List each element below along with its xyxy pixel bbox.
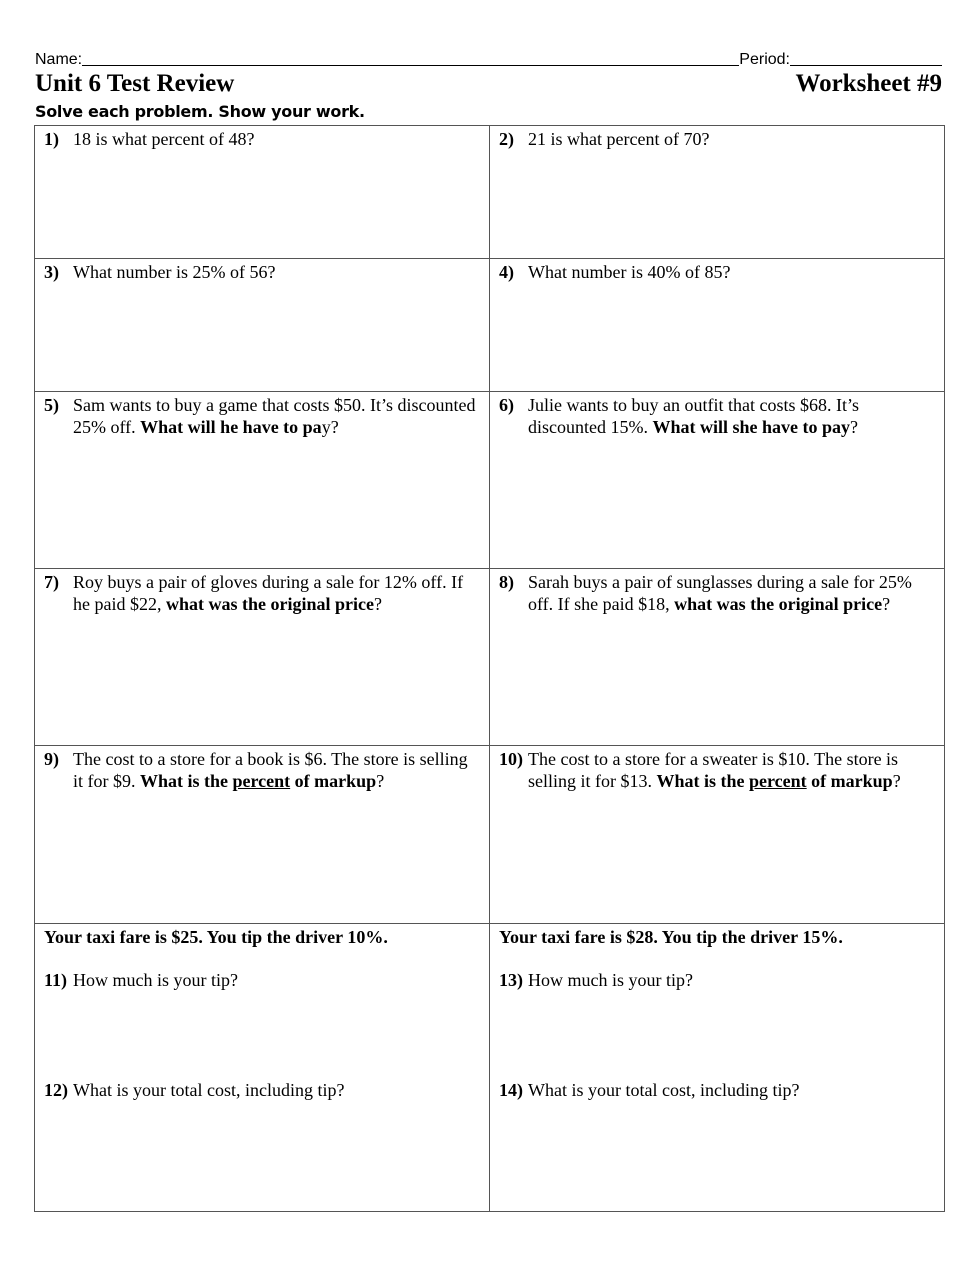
problem-question-underline: percent <box>749 771 807 791</box>
worksheet-number: Worksheet #9 <box>795 70 942 97</box>
taxi-intro: Your taxi fare is $28. You tip the driver 15%. <box>499 927 843 947</box>
problem-number: 13) <box>499 970 523 990</box>
problem-text: Roy buys a pair of gloves during a sale for 12% off. If he paid $22, <box>73 572 464 614</box>
problem-cell-9[interactable] <box>35 746 490 924</box>
period-label: Period: <box>739 51 790 68</box>
problem-cell-7[interactable] <box>35 569 490 746</box>
problem-number: 14) <box>499 1080 523 1100</box>
problem-question: What will he have to pa <box>140 417 322 437</box>
problem-text: What number is 25% of 56? <box>73 262 276 282</box>
problem-text: 18 is what percent of 48? <box>73 129 255 149</box>
taxi-question-14 <box>499 1079 934 1101</box>
problem-number: 12) <box>44 1080 68 1100</box>
problem-text: What number is 40% of 85? <box>528 262 731 282</box>
problem-text: Julie wants to buy an outfit that costs $68. It’s discounted 15%. <box>528 395 859 437</box>
problem-tail: y? <box>321 417 339 437</box>
problem-tail: ? <box>882 594 891 614</box>
problem-number: 1) <box>44 129 59 149</box>
problem-text: What is your total cost, including tip? <box>73 1080 345 1100</box>
problem-text: The cost to a store for a sweater is $10. The store is selling it for $13. <box>528 749 899 791</box>
problem-grid <box>34 125 945 1212</box>
problem-number: 9) <box>44 749 59 769</box>
problem-cell-10[interactable] <box>490 746 945 924</box>
taxi-cell-right[interactable] <box>490 924 945 1212</box>
problem-number: 5) <box>44 395 59 415</box>
problem-cell-4[interactable] <box>490 259 945 392</box>
problem-cell-3[interactable] <box>35 259 490 392</box>
problem-question: what was the original price <box>674 594 883 614</box>
problem-number: 3) <box>44 262 59 282</box>
problem-number: 11) <box>44 970 68 990</box>
problem-question-b: of markup <box>811 771 893 791</box>
taxi-question-11 <box>44 969 479 991</box>
problem-cell-8[interactable] <box>490 569 945 746</box>
problem-text: 21 is what percent of 70? <box>528 129 710 149</box>
name-period-row <box>35 47 942 69</box>
problem-tail: ? <box>892 771 901 791</box>
problem-tail: ? <box>373 594 382 614</box>
problem-number: 2) <box>499 129 514 149</box>
problem-number: 10) <box>499 749 523 769</box>
problem-text: Sam wants to buy a game that costs $50. It’s discounted 25% off. <box>73 395 476 437</box>
problem-tail: ? <box>850 417 859 437</box>
taxi-question-13 <box>499 969 934 991</box>
problem-cell-2[interactable] <box>490 126 945 259</box>
problem-number: 7) <box>44 572 59 592</box>
taxi-question-12 <box>44 1079 479 1101</box>
problem-question-a: What is the <box>656 771 745 791</box>
taxi-intro: Your taxi fare is $25. You tip the driver 10%. <box>44 927 388 947</box>
name-label: Name: <box>35 51 83 68</box>
page-title: Unit 6 Test Review <box>35 70 235 97</box>
problem-question-b: of markup <box>294 771 377 791</box>
period-blank[interactable] <box>790 49 942 66</box>
problem-question: what was the original price <box>165 594 374 614</box>
problem-question: What will she have to pay <box>652 417 851 437</box>
problem-cell-6[interactable] <box>490 392 945 569</box>
problem-text: The cost to a store for a book is $6. The store is selling it for $9. <box>73 749 468 791</box>
problem-text: Sarah buys a pair of sunglasses during a sale for 25% off. If she paid $18, <box>528 572 912 614</box>
problem-cell-5[interactable] <box>35 392 490 569</box>
problem-number: 6) <box>499 395 514 415</box>
problem-text: How much is your tip? <box>73 970 238 990</box>
taxi-cell-left[interactable] <box>35 924 490 1212</box>
instructions: Solve each problem. Show your work. <box>35 102 365 121</box>
problem-text: What is your total cost, including tip? <box>528 1080 800 1100</box>
problem-question-underline: percent <box>232 771 291 791</box>
problem-text: How much is your tip? <box>528 970 693 990</box>
name-blank[interactable] <box>82 49 739 66</box>
problem-cell-1[interactable] <box>35 126 490 259</box>
problem-number: 4) <box>499 262 514 282</box>
problem-tail: ? <box>376 771 385 791</box>
title-row <box>35 70 942 102</box>
problem-number: 8) <box>499 572 514 592</box>
problem-question-a: What is the <box>140 771 229 791</box>
